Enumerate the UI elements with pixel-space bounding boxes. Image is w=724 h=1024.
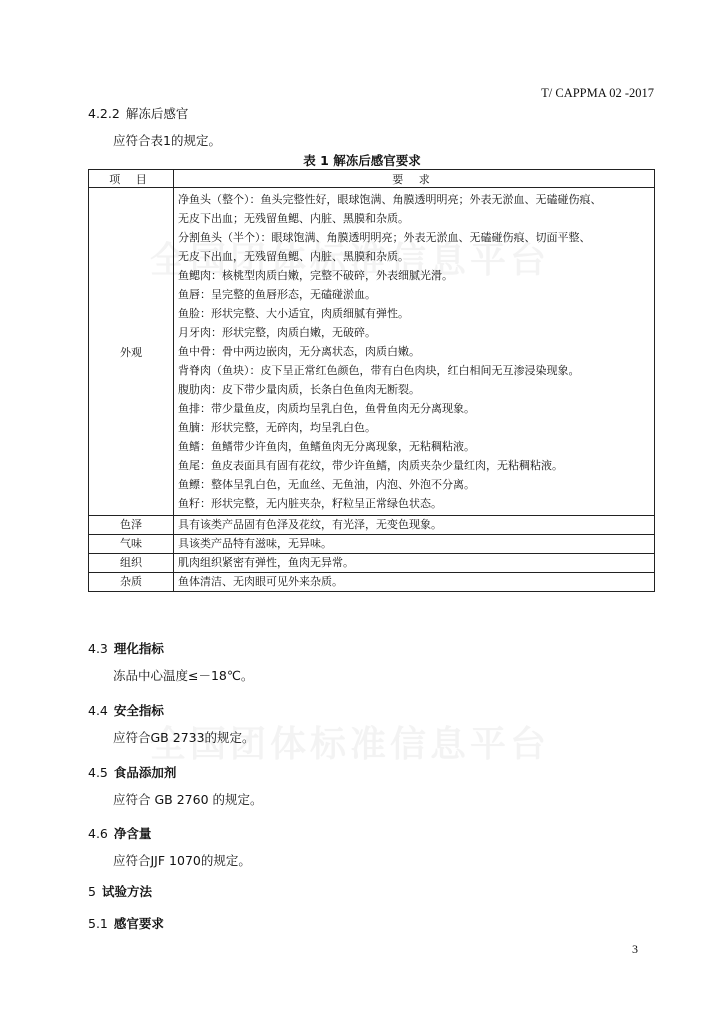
requirement-line: 鱼尾：鱼皮表面具有固有花纹，带少许鱼鳍，肉质夹杂少量红肉，无粘稠粘液。 xyxy=(178,459,563,472)
requirement-line: 净鱼头（整个）：鱼头完整性好，眼球饱满、角膜透明明亮；外表无淤血、无磕碰伤痕、 xyxy=(178,193,602,206)
section-4-6-body: 应符合JJF 1070的规定。 xyxy=(113,853,251,868)
requirement-line: 鱼腩：形状完整，无碎肉，均呈乳白色。 xyxy=(178,421,376,434)
requirement-line: 鱼鳔：整体呈乳白色，无血丝、无鱼油，内泡、外泡不分离。 xyxy=(178,478,475,491)
section-5-heading xyxy=(88,882,152,900)
requirement-line: 鱼唇：呈完整的鱼唇形态，无磕碰淤血。 xyxy=(178,288,376,301)
table-caption: 表 1 解冻后感官要求 xyxy=(303,153,421,168)
item-cell: 色泽 xyxy=(89,516,174,535)
requirement-line: 背脊肉（鱼块）：皮下呈正常红色颜色，带有白色肉块，红白相间无互渗浸染现象。 xyxy=(178,364,580,377)
table-row xyxy=(89,516,655,535)
section-4-5-heading xyxy=(88,763,176,781)
requirement-line: 鱼鳍：鱼鳍带少许鱼肉，鱼鳍鱼肉无分离现象，无粘稠粘液。 xyxy=(178,440,475,453)
item-cell: 杂质 xyxy=(89,573,174,592)
requirement-line: 鱼鳃肉：核桃型肉质白嫩，完整不破碎，外表细腻光滑。 xyxy=(178,269,453,282)
section-number: 5.1 xyxy=(88,916,108,931)
item-cell: 气味 xyxy=(89,535,174,554)
section-number: 4.6 xyxy=(88,826,108,841)
section-4-4-heading xyxy=(88,701,164,719)
table-row xyxy=(89,554,655,573)
item-cell: 外观 xyxy=(89,188,174,516)
section-number: 4.2.2 xyxy=(88,106,120,121)
sensory-requirements-table xyxy=(88,169,655,592)
requirement-line: 月牙肉：形状完整，肉质白嫩，无破碎。 xyxy=(178,326,376,339)
column-header-item: 项 目 xyxy=(89,170,174,188)
section-number: 4.4 xyxy=(88,703,108,718)
section-title: 试验方法 xyxy=(101,884,152,899)
requirement-cell: 鱼体清洁、无肉眼可见外来杂质。 xyxy=(174,573,655,592)
section-title: 感官要求 xyxy=(113,916,164,931)
requirement-line: 腹肋肉：皮下带少量肉质，长条白色鱼肉无断裂。 xyxy=(178,383,420,396)
requirement-cell: 具有该类产品固有色泽及花纹，有光泽，无变色现象。 xyxy=(174,516,655,535)
requirement-cell: 肌肉组织紧密有弹性，鱼肉无异常。 xyxy=(174,554,655,573)
section-4-3-heading xyxy=(88,639,164,657)
item-cell: 组织 xyxy=(89,554,174,573)
requirement-cell: 具该类产品特有滋味，无异味。 xyxy=(174,535,655,554)
section-number: 4.3 xyxy=(88,641,108,656)
requirement-line: 无皮下出血；无残留鱼鳃、内脏、黑膜和杂质。 xyxy=(178,212,409,225)
table-row xyxy=(89,535,655,554)
section-title: 解冻后感官 xyxy=(125,106,189,121)
page-number: 3 xyxy=(632,942,638,956)
document-code: T/ CAPPMA 02 -2017 xyxy=(541,86,654,100)
table-row xyxy=(89,573,655,592)
section-title: 安全指标 xyxy=(113,703,164,718)
column-header-requirement: 要 求 xyxy=(174,170,655,188)
section-number: 5 xyxy=(88,884,96,899)
section-4-6-heading xyxy=(88,824,151,842)
requirement-line: 无皮下出血，无残留鱼鳃、内脏、黑膜和杂质。 xyxy=(178,250,409,263)
section-4-5-body: 应符合 GB 2760 的规定。 xyxy=(113,792,263,807)
requirement-line: 鱼中骨：骨中两边嵌肉，无分离状态，肉质白嫩。 xyxy=(178,345,420,358)
section-4-4-body: 应符合GB 2733的规定。 xyxy=(113,730,255,745)
section-number: 4.5 xyxy=(88,765,108,780)
section-title: 理化指标 xyxy=(113,641,164,656)
section-5-1-heading xyxy=(88,914,164,932)
requirement-line: 鱼脸：形状完整、大小适宜，肉质细腻有弹性。 xyxy=(178,307,409,320)
section-4-3-body: 冻品中心温度≤－18℃。 xyxy=(113,668,254,683)
table-header-row xyxy=(89,170,655,188)
section-title: 食品添加剂 xyxy=(113,765,177,780)
requirement-line: 鱼排：带少量鱼皮，肉质均呈乳白色，鱼骨鱼肉无分离现象。 xyxy=(178,402,475,415)
section-title: 净含量 xyxy=(113,826,152,841)
requirement-line: 分割鱼头（半个）：眼球饱满、角膜透明明亮；外表无淤血、无磕碰伤痕、切面平整、 xyxy=(178,231,591,244)
requirement-cell xyxy=(174,188,655,516)
requirement-line: 鱼籽：形状完整，无内脏夹杂，籽粒呈正常绿色状态。 xyxy=(178,497,442,510)
table-row xyxy=(89,188,655,516)
section-4-2-2-heading xyxy=(88,104,188,122)
section-4-2-2-body: 应符合表1的规定。 xyxy=(113,133,221,148)
